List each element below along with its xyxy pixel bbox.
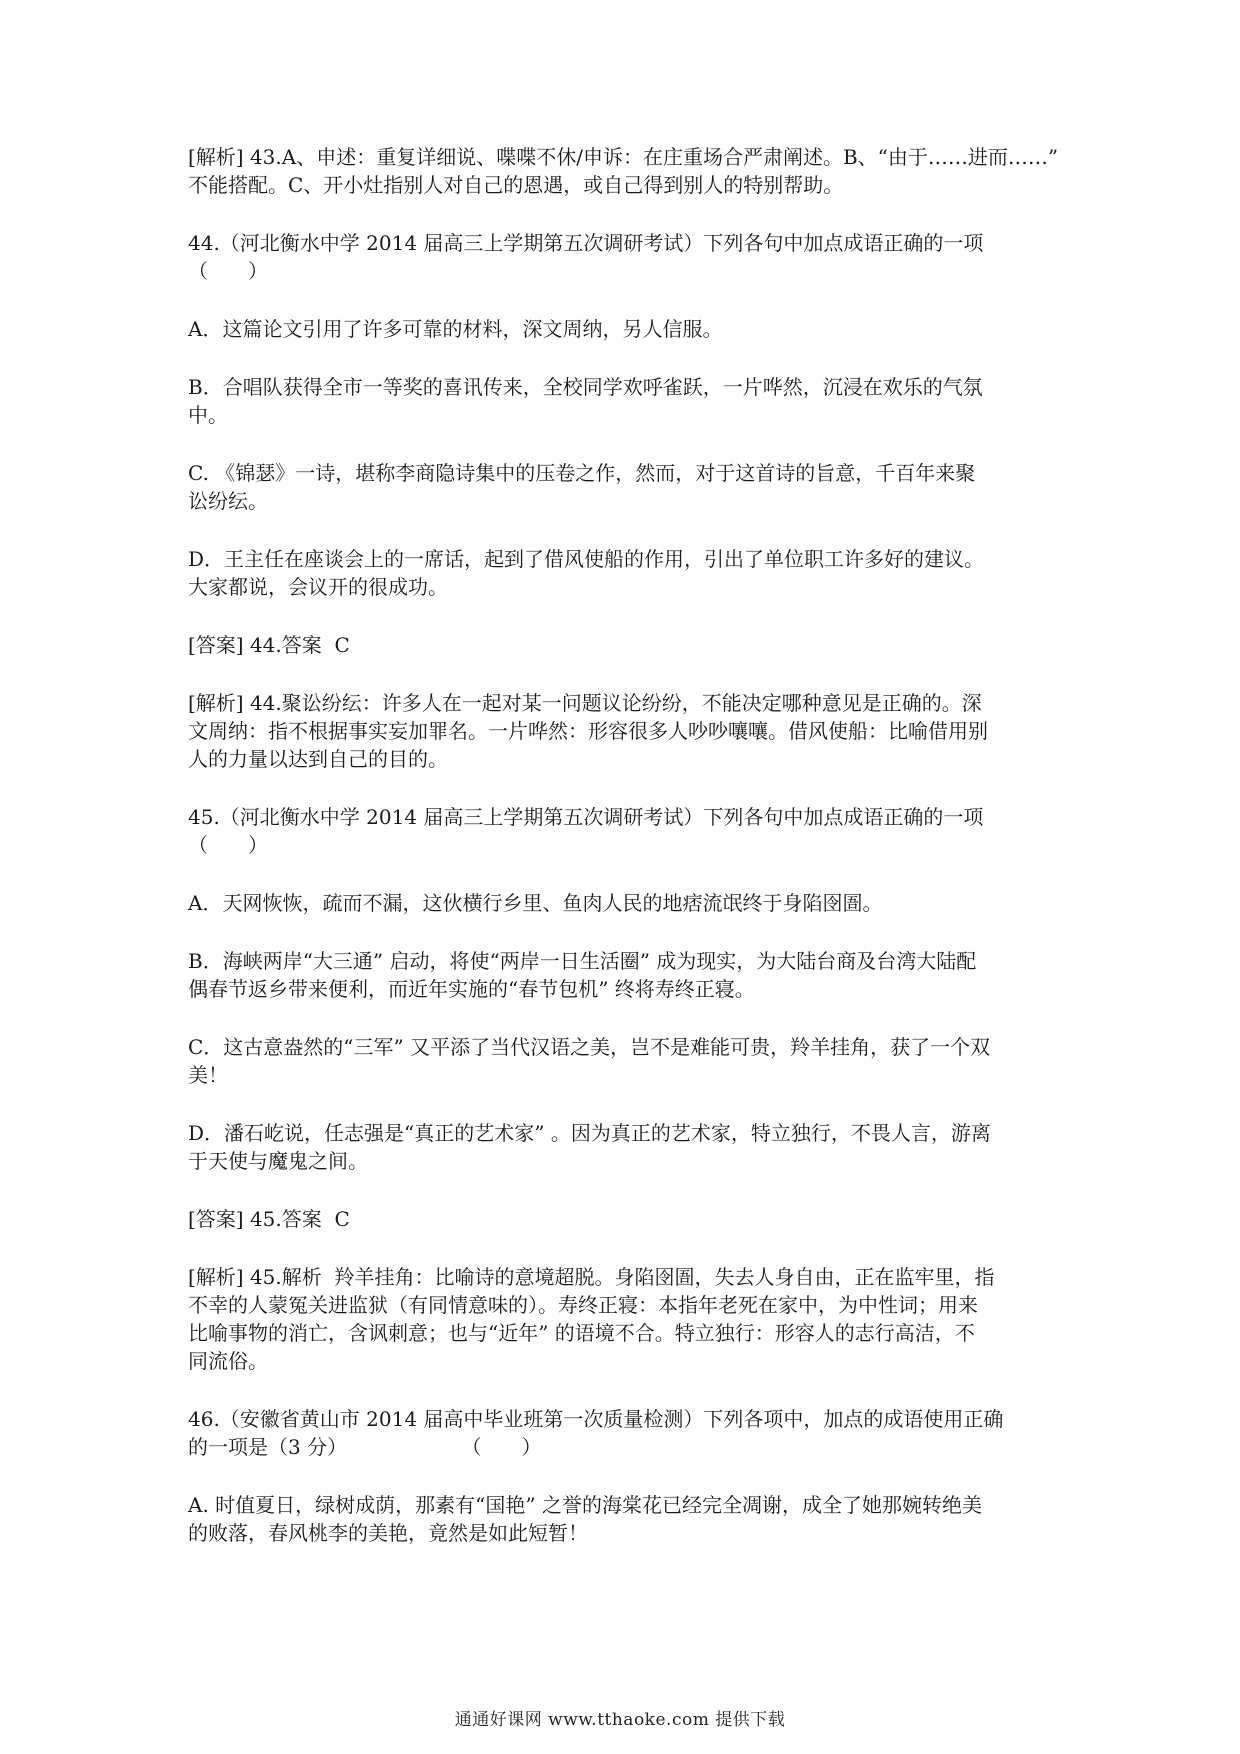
text-line: 45.（河北衡水中学 2014 届高三上学期第五次调研考试）下列各句中加点成语正确的一项 [188,805,984,829]
text-line: 人的力量以达到自己的目的。 [188,747,448,771]
text-line: B．合唱队获得全市一等奖的喜讯传来，全校同学欢呼雀跃，一片哗然，沉浸在欢乐的气氛 [188,375,983,399]
text-line: 偶春节返乡带来便利，而近年实施的“春节包机” 终将寿终正寝。 [188,977,755,1001]
text-line: [解析] 44.聚讼纷纭：许多人在一起对某一问题议论纷纷，不能决定哪种意见是正确的。深 [188,691,982,715]
text-line: A. 时值夏日，绿树成荫，那素有“国艳” 之誉的海棠花已经完全凋谢，成全了她那婉转绝美 [188,1493,982,1517]
paragraph [188,315,1068,343]
text-line: A．这篇论文引用了许多可靠的材料，深文周纳，另人信服。 [188,317,723,341]
paragraph [188,545,1068,601]
paragraph [188,1205,1068,1233]
paragraph [188,889,1068,917]
text-line: 的一项是（3 分） （ ） [188,1435,542,1459]
paragraph [188,689,1068,773]
paragraph [188,373,1068,429]
text-line: 美！ [188,1063,228,1087]
text-line: [答案] 45.答案 C [188,1207,350,1231]
text-line: 不幸的人蒙冤关进监狱（有同情意味的）。寿终正寝：本指年老死在家中，为中性词；用来 [188,1293,978,1317]
text-line: （ ） [188,259,268,283]
text-line: C. 《锦瑟》一诗，堪称李商隐诗集中的压卷之作，然而，对于这首诗的旨意，千百年来聚 [188,461,976,485]
text-line: （ ） [188,833,268,857]
paragraph [188,947,1068,1003]
paragraph [188,459,1068,515]
text-line: [解析] 45.解析 羚羊挂角：比喻诗的意境超脱。身陷囹圄，失去人身自由，正在监牢里，指 [188,1265,995,1289]
document-body [188,143,1068,1577]
paragraph [188,1491,1068,1547]
paragraph [188,803,1068,859]
text-line: 比喻事物的消亡，含讽刺意；也与“近年” 的语境不合。特立独行：形容人的志行高洁，不 [188,1321,975,1345]
text-line: D．王主任在座谈会上的一席话，起到了借风使船的作用，引出了单位职工许多好的建议。 [188,547,985,571]
paragraph [188,143,1068,199]
text-line: 同流俗。 [188,1349,268,1373]
text-line: 文周纳：指不根据事实妄加罪名。一片哗然：形容很多人吵吵嚷嚷。借风使船：比喻借用别 [188,719,988,743]
text-line: [解析] 43.A、申述：重复详细说、喋喋不休/申诉：在庄重场合严肃阐述。B、“由于……进而……” [188,145,1059,169]
text-line: 46.（安徽省黄山市 2014 届高中毕业班第一次质量检测）下列各项中，加点的成语使用正确 [188,1407,1004,1431]
text-line: 讼纷纭。 [188,489,268,513]
paragraph [188,631,1068,659]
paragraph [188,1263,1068,1375]
text-line: 不能搭配。C、开小灶指别人对自己的恩遇，或自己得到别人的特别帮助。 [188,173,844,197]
text-line: A．天网恢恢，疏而不漏，这伙横行乡里、鱼肉人民的地痞流氓终于身陷囹圄。 [188,891,883,915]
text-line: C．这古意盎然的“三军” 又平添了当代汉语之美，岂不是难能可贵，羚羊挂角，获了一个双 [188,1035,991,1059]
paragraph [188,229,1068,285]
text-line: 大家都说，会议开的很成功。 [188,575,448,599]
paragraph [188,1119,1068,1175]
text-line: 于天使与魔鬼之间。 [188,1149,368,1173]
text-line: B．海峡两岸“大三通” 启动，将使“两岸一日生活圈” 成为现实，为大陆台商及台湾大陆配 [188,949,977,973]
text-line: 的败落，春风桃李的美艳，竟然是如此短暂！ [188,1521,588,1545]
text-line: [答案] 44.答案 C [188,633,350,657]
paragraph [188,1033,1068,1089]
page-footer: 通通好课网 www.tthaoke.com 提供下载 [454,1710,786,1730]
paragraph [188,1405,1068,1461]
text-line: 44.（河北衡水中学 2014 届高三上学期第五次调研考试）下列各句中加点成语正确的一项 [188,231,984,255]
text-line: D．潘石屹说，任志强是“真正的艺术家” 。因为真正的艺术家，特立独行，不畏人言，游离 [188,1121,991,1145]
text-line: 中。 [188,403,228,427]
